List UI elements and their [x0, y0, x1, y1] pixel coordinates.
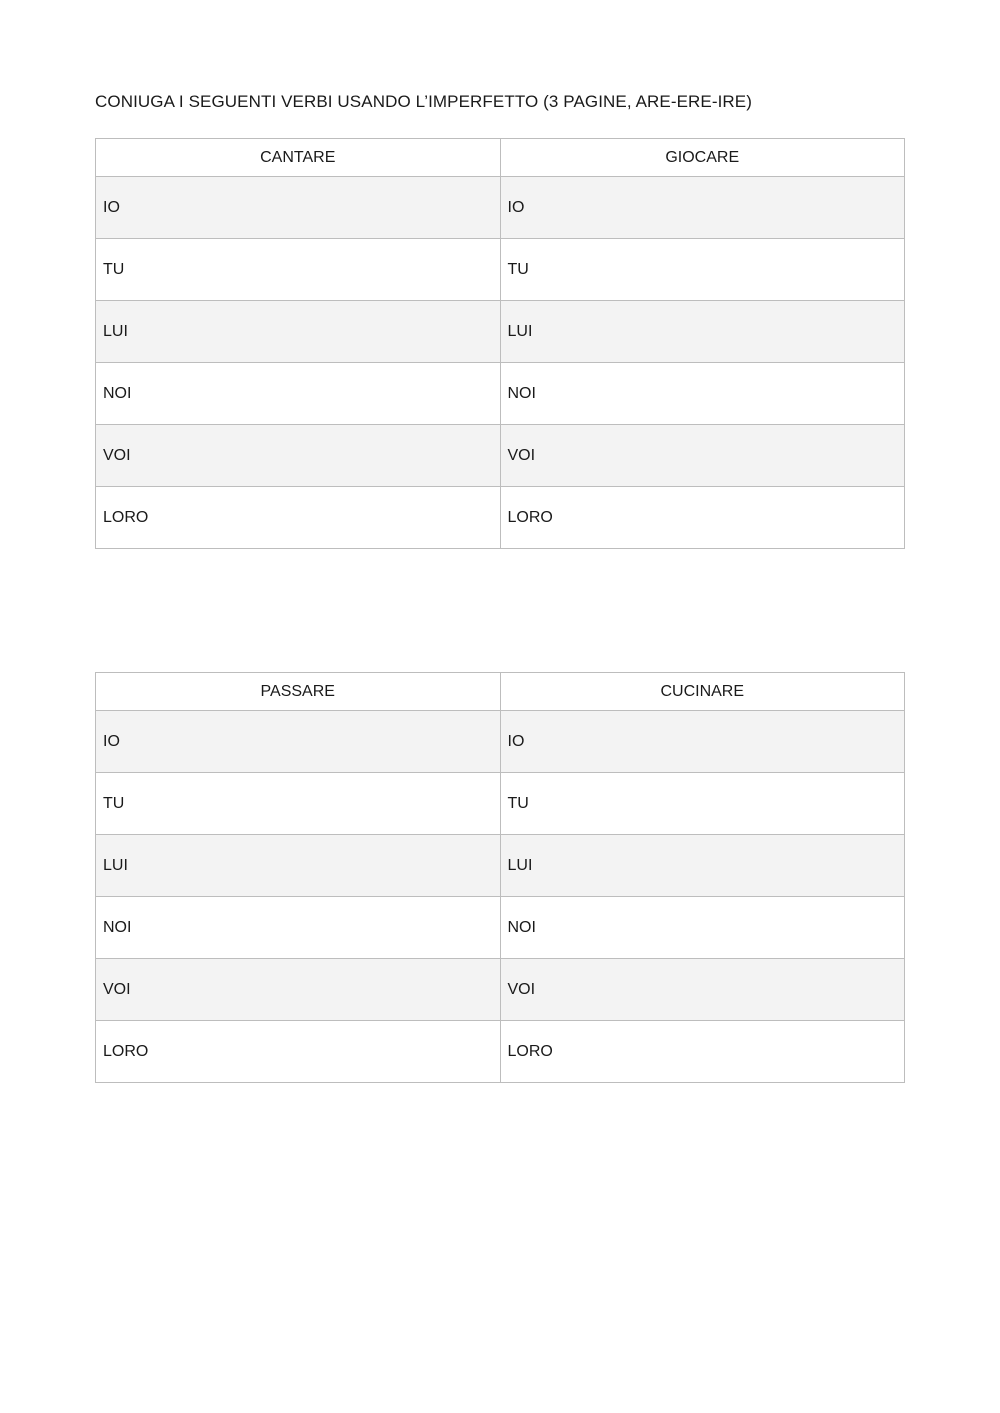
conjugation-cell[interactable]: LUI: [500, 835, 905, 897]
table-header-row: [96, 139, 905, 177]
conjugation-cell[interactable]: NOI: [96, 363, 501, 425]
column-header-verb: PASSARE: [96, 673, 501, 711]
conjugation-cell[interactable]: VOI: [96, 425, 501, 487]
table-row: [96, 487, 905, 549]
conjugation-cell[interactable]: LORO: [500, 487, 905, 549]
table-row: [96, 239, 905, 301]
table-row: [96, 1021, 905, 1083]
conjugation-cell[interactable]: VOI: [500, 959, 905, 1021]
conjugation-cell[interactable]: LORO: [500, 1021, 905, 1083]
conjugation-cell[interactable]: TU: [500, 239, 905, 301]
table-row: [96, 897, 905, 959]
conjugation-cell[interactable]: NOI: [500, 363, 905, 425]
conjugation-cell[interactable]: IO: [500, 711, 905, 773]
conjugation-cell[interactable]: IO: [96, 711, 501, 773]
table-row: [96, 301, 905, 363]
table-row: [96, 177, 905, 239]
column-header-verb: CUCINARE: [500, 673, 905, 711]
conjugation-table-1: [95, 138, 905, 549]
conjugation-cell[interactable]: TU: [96, 773, 501, 835]
conjugation-table-2: [95, 672, 905, 1083]
table-header-row: [96, 673, 905, 711]
conjugation-cell[interactable]: LORO: [96, 1021, 501, 1083]
conjugation-cell[interactable]: TU: [500, 773, 905, 835]
column-header-verb: CANTARE: [96, 139, 501, 177]
conjugation-cell[interactable]: LUI: [96, 301, 501, 363]
table-row: [96, 711, 905, 773]
conjugation-cell[interactable]: TU: [96, 239, 501, 301]
column-header-verb: GIOCARE: [500, 139, 905, 177]
table-row: [96, 835, 905, 897]
conjugation-cell[interactable]: VOI: [96, 959, 501, 1021]
conjugation-cell[interactable]: VOI: [500, 425, 905, 487]
conjugation-cell[interactable]: LUI: [96, 835, 501, 897]
conjugation-cell[interactable]: NOI: [96, 897, 501, 959]
conjugation-cell[interactable]: IO: [500, 177, 905, 239]
table-row: [96, 959, 905, 1021]
table-row: [96, 773, 905, 835]
conjugation-cell[interactable]: LUI: [500, 301, 905, 363]
table-row: [96, 363, 905, 425]
conjugation-cell[interactable]: NOI: [500, 897, 905, 959]
page-title: CONIUGA I SEGUENTI VERBI USANDO L’IMPERFETTO (3 PAGINE, ARE-ERE-IRE): [95, 92, 753, 111]
table-row: [96, 425, 905, 487]
conjugation-cell[interactable]: IO: [96, 177, 501, 239]
conjugation-cell[interactable]: LORO: [96, 487, 501, 549]
